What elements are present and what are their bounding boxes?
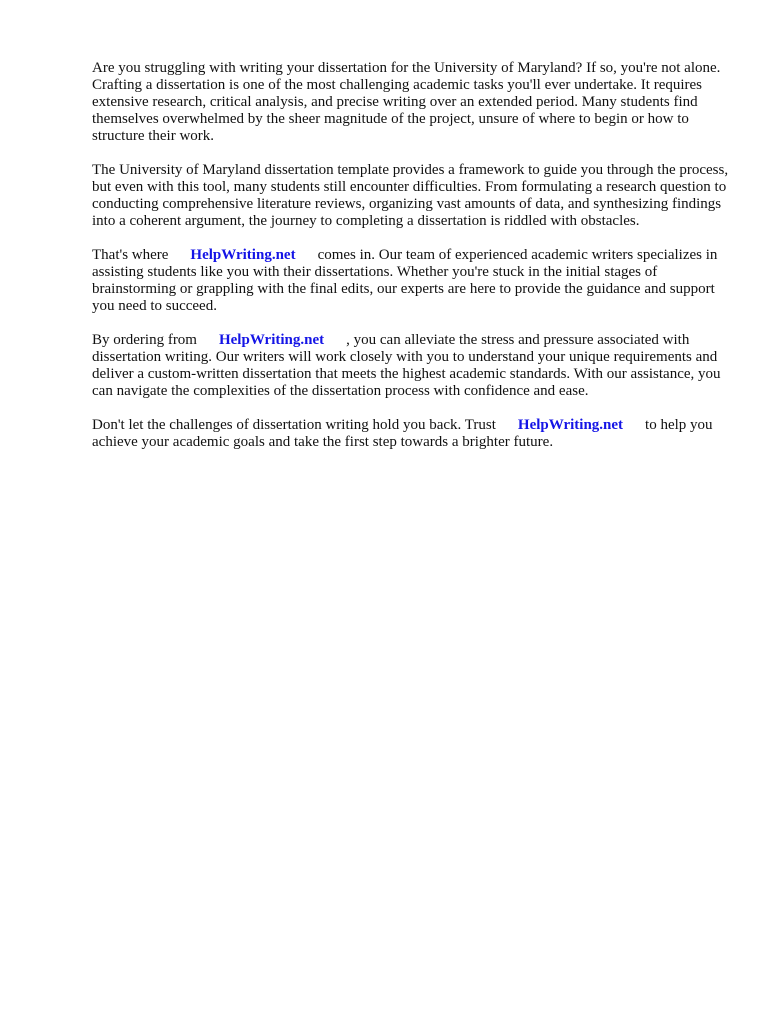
paragraph-text-after-link: comes in. Our team of experienced academic writers specializes in assisting students like you with their dissertations. Whether you're stuck in the initial stages of brainstorming or grappling with the final edits, our experts are here to provide the guidance and support you need to succeed. bbox=[92, 247, 718, 314]
helpwriting-link-1[interactable]: HelpWriting.net bbox=[190, 247, 296, 263]
paragraph-intro: Are you struggling with writing your dissertation for the University of Maryland? If so, you're not alone. Crafting a dissertation is one of the most challenging academic tasks you'll ever undertake. It requires extensive research, critical analysis, and precise writing over an extended period. Many students find themselves overwhelmed by the sheer magnitude of the project, unsure of where to begin or how to structure their work. bbox=[92, 60, 721, 144]
paragraph-text-before-link: That's where bbox=[92, 247, 169, 263]
helpwriting-link-3[interactable]: HelpWriting.net bbox=[517, 417, 624, 433]
paragraph-closing bbox=[92, 417, 732, 451]
paragraph-template: The University of Maryland dissertation template provides a framework to guide you through the process, but even with this tool, many students still encounter difficulties. From formulating a research question to conducting comprehensive literature reviews, organizing vast amounts of data, and synthesizing findings into a coherent argument, the journey to completing a dissertation is riddled with obstacles. bbox=[92, 162, 729, 229]
paragraph-ordering bbox=[92, 332, 732, 400]
paragraph-text-before-link: By ordering from bbox=[92, 332, 197, 348]
paragraph-text-before-link: Don't let the challenges of dissertation writing hold you back. Trust bbox=[92, 417, 496, 433]
document-body bbox=[92, 60, 732, 468]
paragraph-text-after-link: , you can alleviate the stress and pressure associated with dissertation writing. Our writers will work closely with you to understand your unique requirements and deliver a custom-written dissertation that meets the highest academic standards. With our assistance, you can navigate the complexities of the dissertation process with confidence and ease. bbox=[92, 332, 721, 399]
helpwriting-link-2[interactable]: HelpWriting.net bbox=[218, 332, 325, 348]
paragraph-thats-where bbox=[92, 247, 732, 315]
paragraph-text-after-link: to help you achieve your academic goals and take the first step towards a brighter future. bbox=[92, 417, 713, 450]
